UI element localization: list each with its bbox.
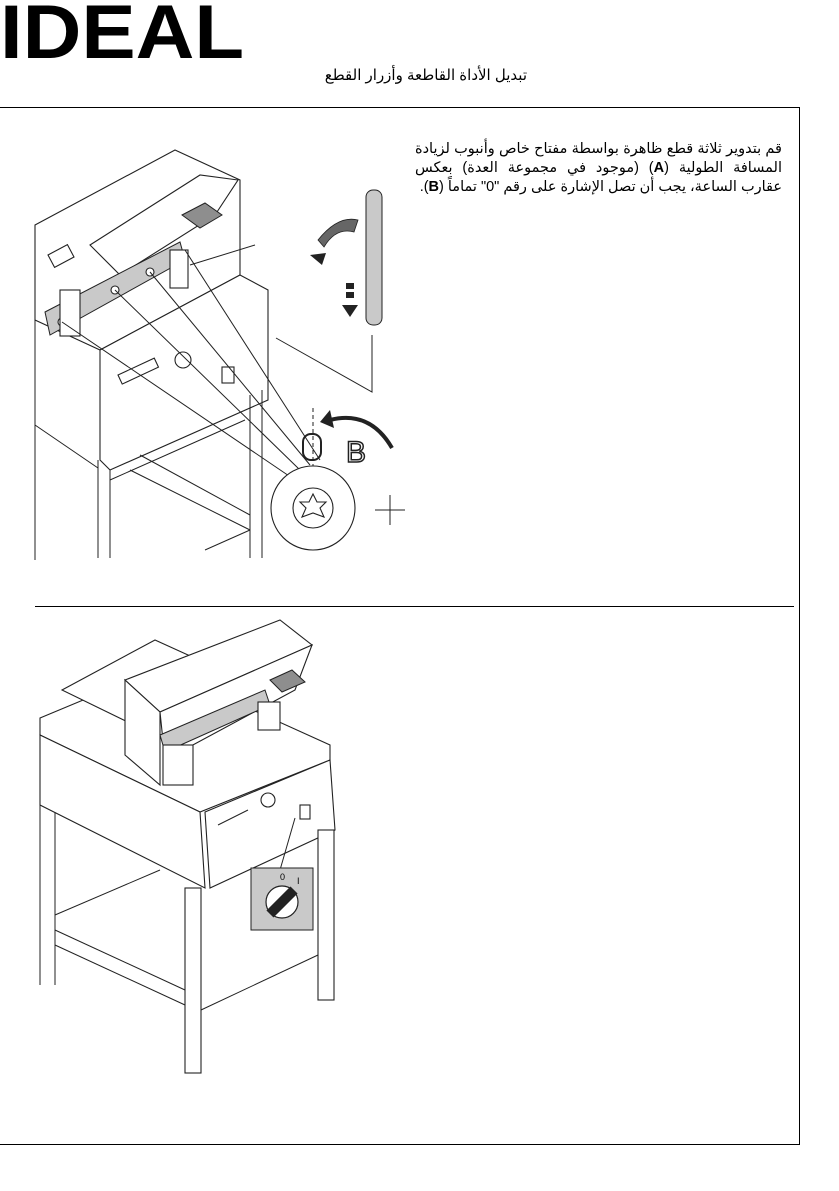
ideal-logo-mark bbox=[0, 0, 244, 75]
rotate-arrow-icon bbox=[318, 219, 358, 247]
blade-bolt-illustration bbox=[0, 110, 420, 560]
brand-text: IDEAL bbox=[0, 0, 244, 75]
blade-holder-right bbox=[170, 250, 188, 288]
instruction-part: قم بتدوير ثلاثة قطع ظاهرة بواسطة مفتاح خاص وأنبوب لزيادة المسافة الطولية ( bbox=[415, 141, 782, 176]
header-divider bbox=[0, 107, 800, 108]
rear-leg bbox=[318, 830, 334, 1000]
hex-key bbox=[276, 335, 372, 392]
blade-holder-left bbox=[60, 290, 80, 336]
push-arrow-icon bbox=[342, 305, 358, 317]
dial-icon bbox=[175, 352, 191, 368]
key-switch-icon bbox=[300, 805, 310, 819]
front-leg bbox=[185, 888, 201, 1073]
frame-right-border bbox=[799, 107, 800, 1145]
instruction-text bbox=[415, 140, 782, 197]
switch-on-label: I bbox=[297, 876, 300, 886]
frame-bottom-border bbox=[0, 1144, 800, 1145]
dial-icon bbox=[261, 793, 275, 807]
label-b: B bbox=[346, 436, 367, 469]
extension-tube bbox=[366, 190, 382, 325]
switch-off-label: 0 bbox=[280, 872, 286, 882]
label-b-ref: B bbox=[428, 179, 440, 195]
blade-holder-right bbox=[258, 702, 280, 730]
arrow-down-icon bbox=[310, 253, 326, 265]
instruction-part: ). bbox=[419, 179, 429, 195]
machine-overview-illustration bbox=[0, 620, 420, 1080]
ideal-logo bbox=[0, 0, 244, 75]
key-switch-icon bbox=[222, 367, 234, 383]
instruction-part: ) (موجود في مجموعة العدة) بعكس عقارب الساعة، يجب أن تصل الإشارة على رقم "0" تماماً ( bbox=[415, 160, 782, 195]
section-divider bbox=[35, 606, 794, 607]
page-title: تبديل الأداة القاطعة وأزرار القطع bbox=[324, 67, 527, 84]
label-a: A bbox=[653, 160, 665, 176]
blade-holder-left bbox=[163, 745, 193, 785]
